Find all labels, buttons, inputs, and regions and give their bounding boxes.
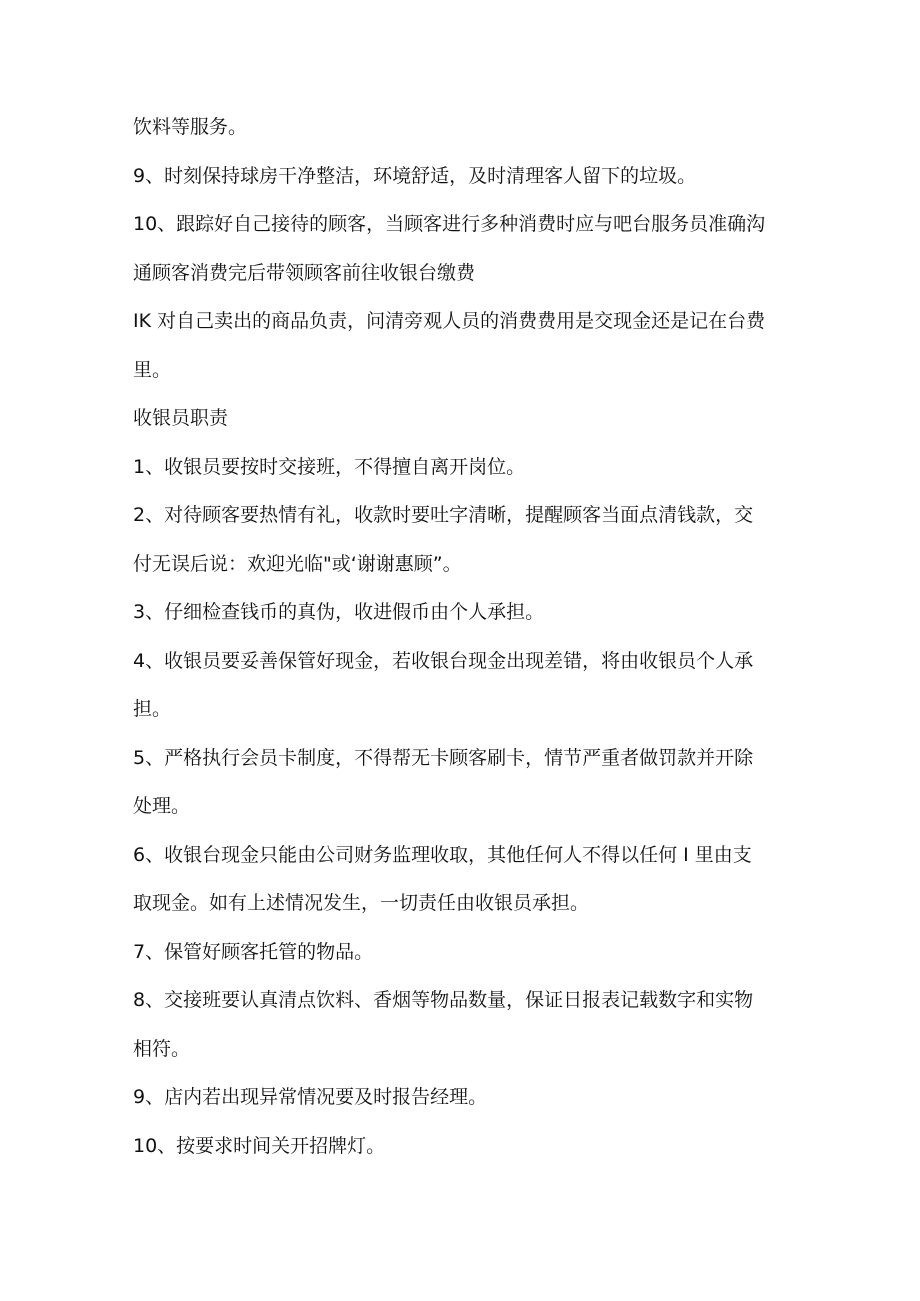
text-line: 取现金。如有上述情况发生，一切责任由收银员承担。 [133,892,590,914]
text-line: 通顾客消费完后带领顾客前往收银台缴费 [133,261,476,284]
text-line: 2、对待顾客要热情有礼，收款时要吐字清晰，提醒顾客当面点清钱款，交 [133,504,754,526]
text-line: 相符。 [133,1037,191,1060]
document-body [133,112,798,1179]
text-line: 6、收银台现金只能由公司财务监理收取，其他任何人不得以任何 I 里由支 [133,843,752,866]
text-line: 10、跟踪好自己接待的顾客，当顾客进行多种消费时应与吧台服务员准确沟 [133,213,766,235]
text-line: IK 对自己卖出的商品负责，问清旁观人员的消费费用是交现金还是记在台费 [133,310,766,332]
text-line: 9、时刻保持球房干净整洁，环境舒适，及时清理客人留下的垃圾。 [133,164,697,187]
text-line: 1、收银员要按时交接班，不得擅自离开岗位。 [133,455,526,478]
text-line: 5、严格执行会员卡制度，不得帮无卡顾客刷卡，情节严重者做罚款并开除 [133,746,754,769]
text-line: 8、交接班要认真清点饮料、香烟等物品数量，保证日报表记载数字和实物 [133,989,754,1011]
text-line: 4、收银员要妥善保管好现金，若收银台现金出现差错，将由收银员个人承 [133,649,754,672]
text-line: 3、仔细检查钱币的真伪，收进假币由个人承担。 [133,601,545,623]
text-line: 7、保管好顾客托管的物品。 [133,940,374,963]
section-heading: 收银员职责 [133,407,229,429]
text-line: 9、店内若出现异常情况要及时报告经理。 [133,1086,488,1108]
text-line: 担。 [133,698,172,720]
text-line: 付无误后说：欢迎光临"或‘谢谢惠顾”。 [133,552,462,575]
text-line: 10、按要求时间关开招牌灯。 [133,1134,386,1157]
text-line: 里。 [133,358,172,381]
text-line: 饮料等服务。 [133,116,248,138]
text-line: 处理。 [133,795,191,817]
